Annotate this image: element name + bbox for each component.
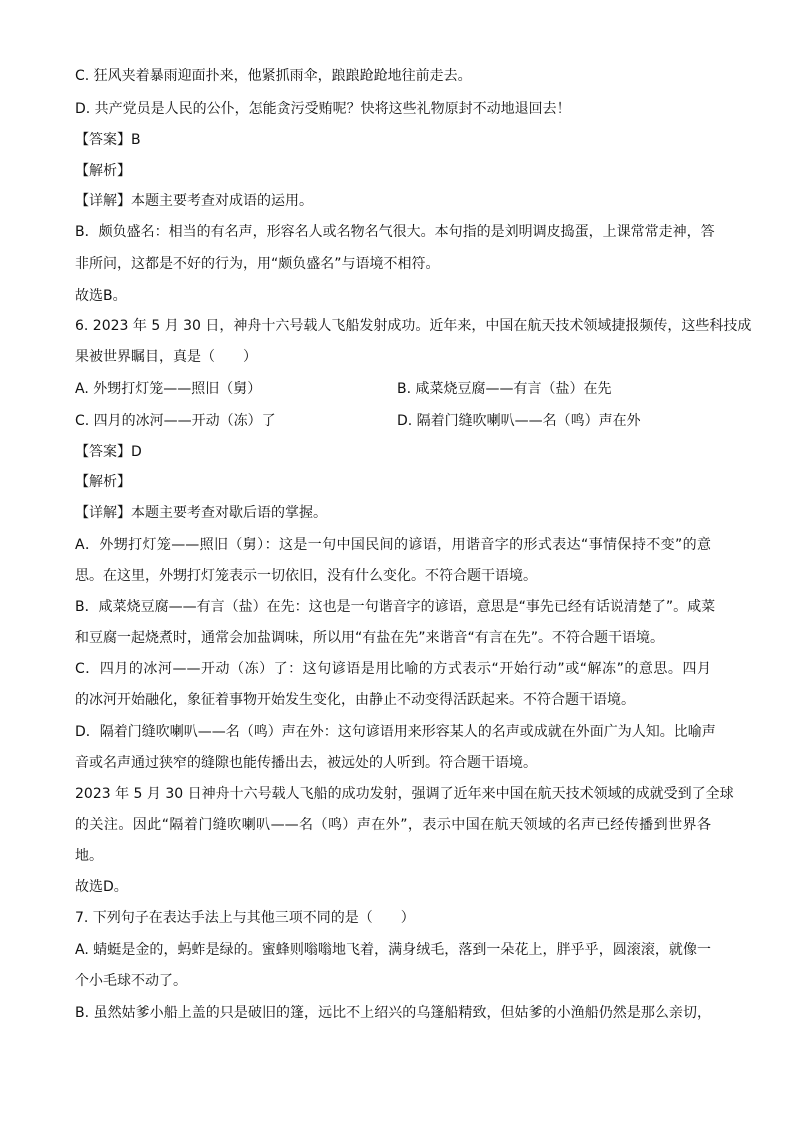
explanation-line: 2023 年 5 月 30 日神舟十六号载人飞船的成功发射，强调了近年来中国在航天技术领域的成就受到了全球 [75,786,734,802]
explanation-line: 非所问，这都是不好的行为，用“颇负盛名”与语境不相符。 [75,256,440,272]
option-a: A. 外甥打灯笼——照旧（舅） [75,381,262,397]
option-c-text: C. 狂风夹着暴雨迎面扑来，他紧抓雨伞，踉踉跄跄地往前走去。 [75,68,472,84]
option-b: B. 虽然姑爹小船上盖的只是破旧的篷，远比不上绍兴的乌篷船精致，但姑爹的小渔船仍然是那么亲切， [75,1005,711,1021]
analysis-label: 【解析】 [75,474,131,490]
explanation-line: C．四月的冰河——开动（冻）了：这句谚语是用比喻的方式表示“开始行动”或“解冻”的意思。四月 [75,661,711,677]
explanation-line: 的冰河开始融化，象征着事物开始发生变化，由静止不动变得活跃起来。不符合题干语境。 [75,692,635,708]
option-d-text: D. 共产党员是人民的公仆，怎能贪污受贿呢？快将这些礼物原封不动地退回去！ [75,101,571,117]
explanation-line: D．隔着门缝吹喇叭——名（鸣）声在外：这句谚语用来形容某人的名声或成就在外面广为人知。比喻声 [75,724,716,740]
option-d: D. 隔着门缝吹喇叭——名（鸣）声在外 [397,413,641,429]
explanation-line: B．咸菜烧豆腐——有言（盐）在先：这也是一句谐音字的谚语，意思是“事先已经有话说清楚了”。咸菜 [75,599,716,615]
option-a: 个小毛球不动了。 [75,973,187,989]
answer-label: 【答案】D [75,444,142,460]
detail-text: 【详解】本题主要考查对歇后语的掌握。 [75,505,327,521]
explanation-line: 思。在这里，外甥打灯笼表示一切依旧，没有什么变化。不符合题干语境。 [75,568,537,584]
conclusion-text: 故选B。 [75,288,127,304]
question-7-stem: 7. 下列句子在表达手法上与其他三项不同的是（ ） [75,910,415,926]
option-b: B. 咸菜烧豆腐——有言（盐）在先 [397,381,612,397]
option-c: C. 四月的冰河——开动（冻）了 [75,413,276,429]
explanation-line: 音或名声通过狭窄的缝隙也能传播出去，被远处的人听到。符合题干语境。 [75,755,537,771]
explanation-line: A．外甥打灯笼——照旧（舅）：这是一句中国民间的谚语，用谐音字的形式表达“事情保持不变”的意 [75,537,711,553]
question-6-stem: 6. 2023 年 5 月 30 日，神舟十六号载人飞船发射成功。近年来，中国在航天技术领域捷报频传，这些科技成 [75,318,752,334]
explanation-line: 的关注。因此“隔着门缝吹喇叭——名（鸣）声在外”，表示中国在航天领域的名声已经传播到世界各 [75,817,711,833]
answer-label: 【答案】B [75,132,141,148]
analysis-label: 【解析】 [75,163,131,179]
explanation-line: B．颇负盛名：相当的有名声，形容名人或名物名气很大。本句指的是刘明调皮捣蛋，上课常常走神，答 [75,224,715,240]
question-6-stem: 果被世界瞩目，真是（ ） [75,349,257,365]
option-a: A. 蜻蜓是金的，蚂蚱是绿的。蜜蜂则嗡嗡地飞着，满身绒毛，落到一朵花上，胖乎乎，圆滚滚，就像一 [75,942,711,958]
conclusion-text: 故选D。 [75,879,128,895]
detail-text: 【详解】本题主要考查对成语的运用。 [75,193,313,209]
explanation-line: 和豆腐一起烧煮时，通常会加盐调味，所以用“有盐在先”来谐音“有言在先”。不符合题干语境。 [75,630,665,646]
explanation-line: 地。 [75,848,103,864]
